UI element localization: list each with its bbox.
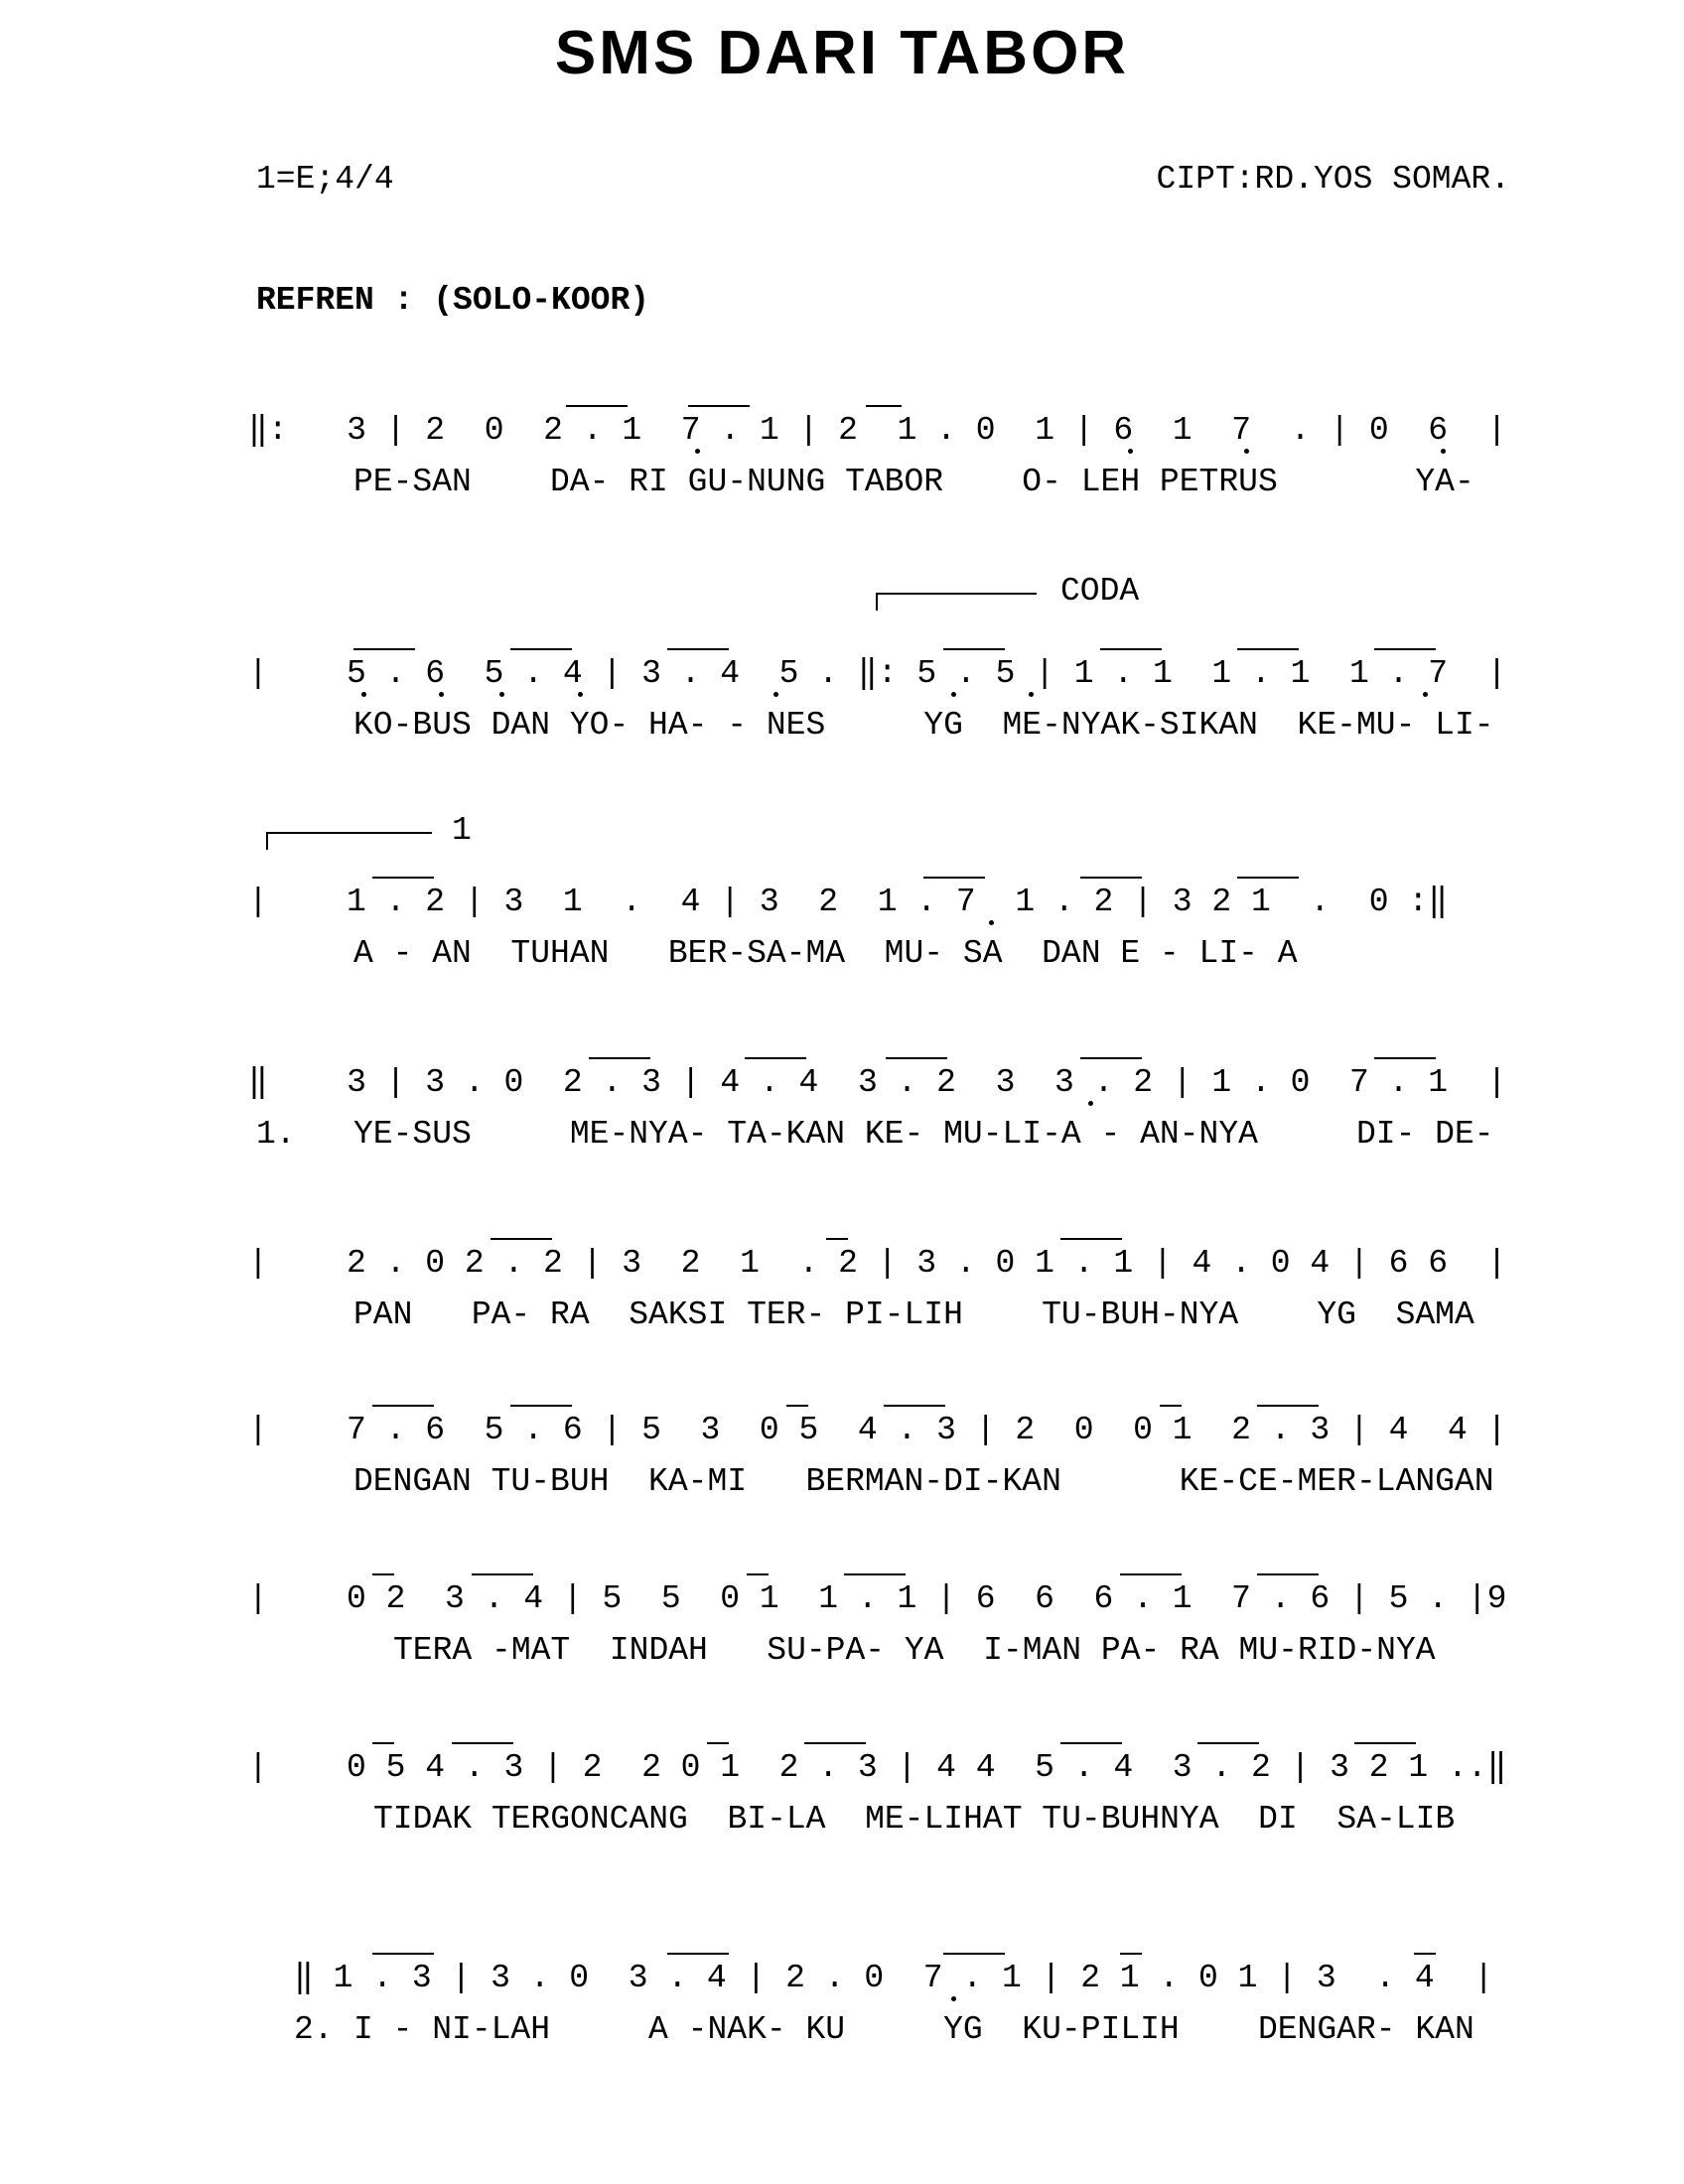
key-signature: 1=E;4/4	[256, 161, 394, 198]
lyrics-line-9: I - NI-LAH A -NAK- KU YG KU-PILIH DENGAR- KAN	[353, 2011, 1474, 2048]
beam	[510, 1405, 572, 1407]
lower-octave-dot	[951, 1996, 956, 2001]
volta-1-label: 1	[452, 812, 472, 849]
beam	[747, 1573, 769, 1575]
lower-octave-dot	[578, 692, 583, 697]
beam	[1080, 877, 1142, 879]
lower-octave-dot	[361, 692, 366, 697]
beam	[1237, 648, 1299, 650]
beam	[566, 405, 628, 407]
verse-number-1: 1.	[256, 1116, 296, 1153]
beam	[1060, 1742, 1122, 1744]
coda-label: CODA	[1060, 573, 1140, 610]
lyrics-line-8: TIDAK TERGONCANG BI-LA ME-LIHAT TU-BUHNYA DI SA-LIB	[373, 1801, 1456, 1838]
lower-octave-dot	[951, 692, 956, 697]
beam	[1197, 1742, 1259, 1744]
notation-line-6: | 7 . 6 5 . 6 | 5 3 0 5 4 . 3 | 2 0 0 1 2 . 3 | 4 4 |	[248, 1412, 1507, 1448]
beam	[1237, 877, 1299, 879]
beam	[943, 1953, 1005, 1955]
lyrics-line-5: PAN PA- RA SAKSI TER- PI-LIH TU-BUH-NYA YG SAMA	[353, 1297, 1474, 1333]
lower-octave-dot	[989, 920, 994, 925]
lower-octave-dot	[499, 692, 504, 697]
beam	[886, 1057, 947, 1059]
verse-number-2: 2.	[294, 2011, 334, 2048]
notation-line-7: | 0 2 3 . 4 | 5 5 0 1 1 . 1 | 6 6 6 . 1 7 . 6 | 5 . |9	[248, 1580, 1507, 1617]
beam	[1120, 1573, 1182, 1575]
beam	[884, 1405, 945, 1407]
beam	[372, 1573, 394, 1575]
beam	[372, 1405, 434, 1407]
beam	[1120, 1953, 1142, 1955]
lyrics-line-6: DENGAN TU-BUH KA-MI BERMAN-DI-KAN KE-CE-MER-LANGAN	[353, 1463, 1494, 1500]
coda-bracket	[876, 593, 1037, 611]
lower-octave-dot	[1441, 449, 1446, 454]
notation-line-8: | 0 5 4 . 3 | 2 2 0 1 2 . 3 | 4 4 5 . 4 3 . 2 | 3 2 1 ..‖	[248, 1749, 1507, 1786]
song-title: SMS DARI TABOR	[554, 19, 1130, 87]
beam	[667, 648, 729, 650]
beam	[452, 1742, 513, 1744]
lower-octave-dot	[1244, 449, 1249, 454]
lyrics-line-1: PE-SAN DA- RI GU-NUNG TABOR O- LEH PETRUS YA-	[353, 464, 1474, 500]
beam	[923, 877, 985, 879]
composer-credit: CIPT:RD.YOS SOMAR.	[1156, 161, 1510, 198]
lower-octave-dot	[439, 692, 444, 697]
beam	[589, 1057, 650, 1059]
beam	[1160, 1405, 1182, 1407]
section-label: REFREN : (SOLO-KOOR)	[256, 282, 650, 319]
beam	[844, 1573, 906, 1575]
beam	[1374, 1057, 1436, 1059]
beam	[1414, 1953, 1436, 1955]
beam	[1100, 648, 1162, 650]
lyrics-line-3: A - AN TUHAN BER-SA-MA MU- SA DAN E - LI- A	[353, 935, 1298, 972]
lyrics-line-7: TERA -MAT INDAH SU-PA- YA I-MAN PA- RA MU-RID-NYA	[393, 1632, 1436, 1669]
beam	[688, 405, 750, 407]
beam	[786, 1405, 808, 1407]
beam	[1374, 648, 1436, 650]
volta-1-bracket	[266, 832, 432, 850]
beam	[943, 648, 1005, 650]
beam	[866, 405, 902, 407]
beam	[353, 648, 415, 650]
notation-line-9: ‖ 1 . 3 | 3 . 0 3 . 4 | 2 . 0 7 . 1 | 2 1 . 0 1 | 3 . 4 |	[294, 1960, 1494, 1996]
lyrics-line-4: YE-SUS ME-NYA- TA-KAN KE- MU-LI-A - AN-NYA DI- DE-	[353, 1116, 1494, 1153]
beam	[707, 1742, 729, 1744]
notation-line-2: | 5 . 6 5 . 4 | 3 . 4 5 . ‖: 5 . 5 | 1 . 1 1 . 1 1 . 7 |	[248, 655, 1507, 692]
beam	[1257, 1573, 1319, 1575]
beam	[472, 1573, 533, 1575]
lower-octave-dot	[1088, 1101, 1093, 1106]
lower-octave-dot	[1423, 692, 1428, 697]
beam	[745, 1057, 806, 1059]
beam	[1354, 1742, 1416, 1744]
beam	[372, 1742, 394, 1744]
beam	[510, 648, 572, 650]
lower-octave-dot	[1128, 449, 1133, 454]
beam	[1060, 1238, 1122, 1240]
lower-octave-dot	[1029, 692, 1034, 697]
lyrics-line-2: KO-BUS DAN YO- HA- - NES YG ME-NYAK-SIKAN KE-MU- LI-	[353, 707, 1494, 744]
notation-line-1: ‖: 3 | 2 0 2 . 1 7 . 1 | 2 1 . 0 1 | 6 1 7 . | 0 6 |	[248, 412, 1507, 449]
beam	[372, 1953, 434, 1955]
lower-octave-dot	[695, 449, 700, 454]
beam	[826, 1238, 848, 1240]
notation-line-3: | 1 . 2 | 3 1 . 4 | 3 2 1 . 7 1 . 2 | 3 2 1 . 0 :‖	[248, 884, 1449, 920]
notation-line-4: ‖ 3 | 3 . 0 2 . 3 | 4 . 4 3 . 2 3 3 . 2 | 1 . 0 7 . 1 |	[248, 1064, 1507, 1101]
beam	[804, 1742, 866, 1744]
beam	[1257, 1405, 1319, 1407]
beam	[372, 877, 434, 879]
beam	[1080, 1057, 1142, 1059]
beam	[667, 1953, 729, 1955]
lower-octave-dot	[773, 692, 778, 697]
beam	[491, 1238, 552, 1240]
notation-line-5: | 2 . 0 2 . 2 | 3 2 1 . 2 | 3 . 0 1 . 1 | 4 . 0 4 | 6 6 |	[248, 1245, 1507, 1282]
